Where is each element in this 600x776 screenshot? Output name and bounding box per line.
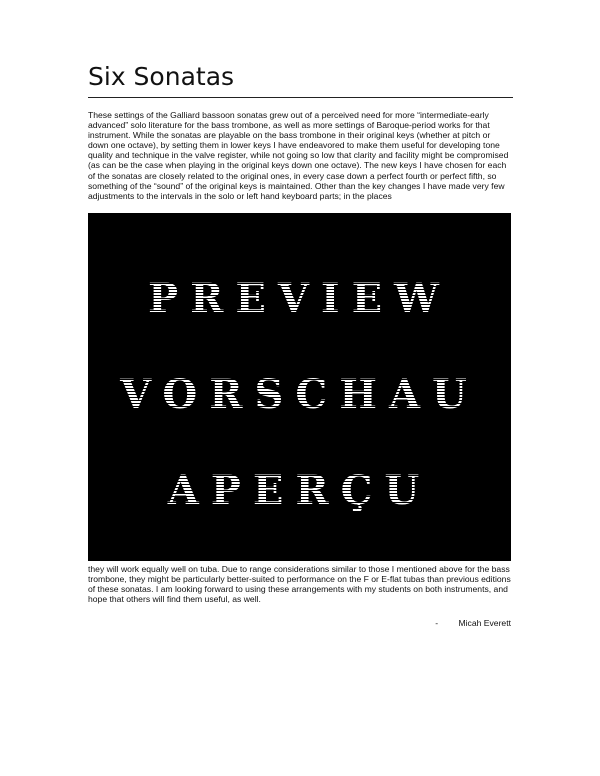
page-title: Six Sonatas — [88, 62, 235, 91]
closing-paragraph: they will work equally well on tuba. Due to range considerations similar to those I mentioned above for the bass trombone, they might be particularly better-suited to performance on the F or E-flat tubas than previous editions of these sonatas. I am looking forward to using these arrangements with my students on both instruments, and hope that others will find them useful, as well. — [88, 564, 511, 605]
watermark-vorschau: VORSCHAU — [88, 371, 511, 418]
watermark-preview: PREVIEW — [88, 275, 511, 322]
signature-dash: - — [435, 618, 439, 628]
preview-watermark-overlay — [88, 213, 511, 561]
intro-paragraph: These settings of the Galliard bassoon sonatas grew out of a perceived need for more “intermediate-early advanced” solo literature for the bass trombone, as well as more settings of Baroque-period works for that instrument. While the sonatas are playable on the bass trombone in their original keys (whether at pitch or down one octave), by setting them in lower keys I have endeavored to make them useful for developing tone quality and technique in the valve register, while not going so low that clarity and facility might be compromised (as can be the case when playing in the original keys down one octave). The new keys I have chosen for each of the sonatas are closely related to the original ones, in every case down a perfect fourth or perfect fifth, so something of the “sound” of the original keys is maintained. Other than the key changes I have made very few adjustments to the intervals in the solo or left hand keyboard parts; in the places — [88, 110, 509, 201]
signature-name: Micah Everett — [458, 618, 511, 628]
title-rule — [88, 97, 513, 98]
watermark-apercu: APERÇU — [88, 467, 511, 514]
signature — [88, 618, 511, 628]
